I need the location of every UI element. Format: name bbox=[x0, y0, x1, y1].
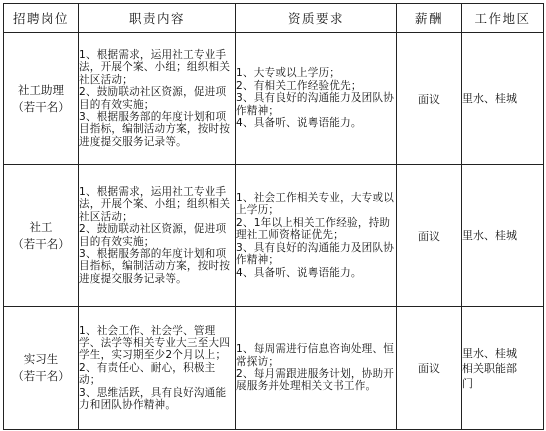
duty-item: 2、鼓励联动社区资源，促进项目的有效实施； bbox=[79, 223, 227, 248]
position-count: （若干名） bbox=[12, 369, 70, 383]
area-text: 门 bbox=[462, 376, 473, 390]
requirement-item: 2、每月需跟进服务计划，协助开展服务并处理相关文书工作。 bbox=[236, 368, 395, 393]
duty-item: 1、根据需求，运用社工专业手法，开展个案、小组；组织相关社区活动； bbox=[79, 48, 231, 86]
requirement-item: 4、具备听、说粤语能力。 bbox=[236, 266, 362, 279]
duties-cell bbox=[79, 307, 236, 430]
area-cell bbox=[462, 165, 544, 307]
recruitment-table bbox=[3, 3, 544, 430]
position-title: 社工助理 bbox=[18, 82, 64, 97]
requirement-item: 2、1年以上相关工作经验，持助理社工师资格证优先； bbox=[236, 216, 391, 242]
salary-cell: 面议 bbox=[397, 307, 462, 430]
requirement-item: 3、具有良好的沟通能力及团队协作精神； bbox=[236, 92, 395, 117]
header-area: 工作地区 bbox=[462, 4, 544, 33]
requirement-item: 1、每周需进行信息咨询处理、恒常探访； bbox=[236, 343, 395, 368]
requirement-item: 1、大专或以上学历； bbox=[236, 67, 341, 80]
requirements-cell bbox=[236, 165, 397, 307]
requirement-item: 3、具有良好的沟通能力及团队协作精神； bbox=[236, 241, 395, 267]
duty-item: 1、根据需求，运用社工专业手法，开展个案、小组；组织相关社区活动； bbox=[79, 185, 231, 223]
area-cell bbox=[462, 33, 544, 165]
position-title: 社工 bbox=[29, 219, 53, 234]
duties-cell bbox=[79, 33, 236, 165]
header-salary: 薪酬 bbox=[397, 4, 462, 33]
requirements-cell bbox=[236, 33, 397, 165]
duty-item: 2、有责任心、耐心，积极主动； bbox=[79, 361, 216, 387]
requirement-item: 1、社会工作相关专业，大专或以上学历； bbox=[236, 192, 395, 217]
requirement-item: 2、有相关工作经验优先； bbox=[236, 79, 362, 92]
position-count: （若干名） bbox=[12, 236, 70, 251]
position-count: （若干名） bbox=[12, 99, 70, 114]
position-cell bbox=[4, 307, 79, 430]
position-title: 实习生 bbox=[23, 352, 59, 366]
header-requirements: 资质要求 bbox=[236, 4, 397, 33]
duty-item: 3、根据服务部的年度计划和项目指标，编制活动方案，按时按进度提交服务记录等。 bbox=[79, 110, 231, 148]
area-cell bbox=[462, 307, 544, 430]
header-duties: 职责内容 bbox=[79, 4, 236, 33]
duty-item: 2、鼓励联动社区资源，促进项目的有效实施； bbox=[79, 86, 227, 111]
salary-cell: 面议 bbox=[397, 165, 462, 307]
salary-cell: 面议 bbox=[397, 33, 462, 165]
table-row-social-work-assistant bbox=[4, 33, 544, 165]
header-row bbox=[4, 4, 544, 33]
area-text: 里水、桂城 bbox=[462, 92, 517, 105]
area-text: 里水、桂城 bbox=[462, 229, 517, 242]
header-position: 招聘岗位 bbox=[4, 4, 79, 33]
duty-item: 1、社会工作、社会学、管理学、法学等相关专业大三至大四学生，实习期至少2个月以上； bbox=[79, 324, 231, 362]
requirements-cell bbox=[236, 307, 397, 430]
position-cell bbox=[4, 33, 79, 165]
position-cell bbox=[4, 165, 79, 307]
duty-item: 3、根据服务部的年度计划和项目指标，编制活动方案，按时按进度提交服务记录等。 bbox=[79, 247, 231, 285]
duties-cell bbox=[79, 165, 236, 307]
table-row-social-worker bbox=[4, 165, 544, 307]
requirement-item: 4、具备听、说粤语能力。 bbox=[236, 117, 362, 130]
area-text: 里水、桂城 bbox=[462, 346, 517, 360]
table-row-intern bbox=[4, 307, 544, 430]
duty-item: 3、思维活跃，具有良好沟通能力和团队协作精神。 bbox=[79, 386, 227, 412]
area-text: 相关职能部 bbox=[462, 361, 517, 375]
